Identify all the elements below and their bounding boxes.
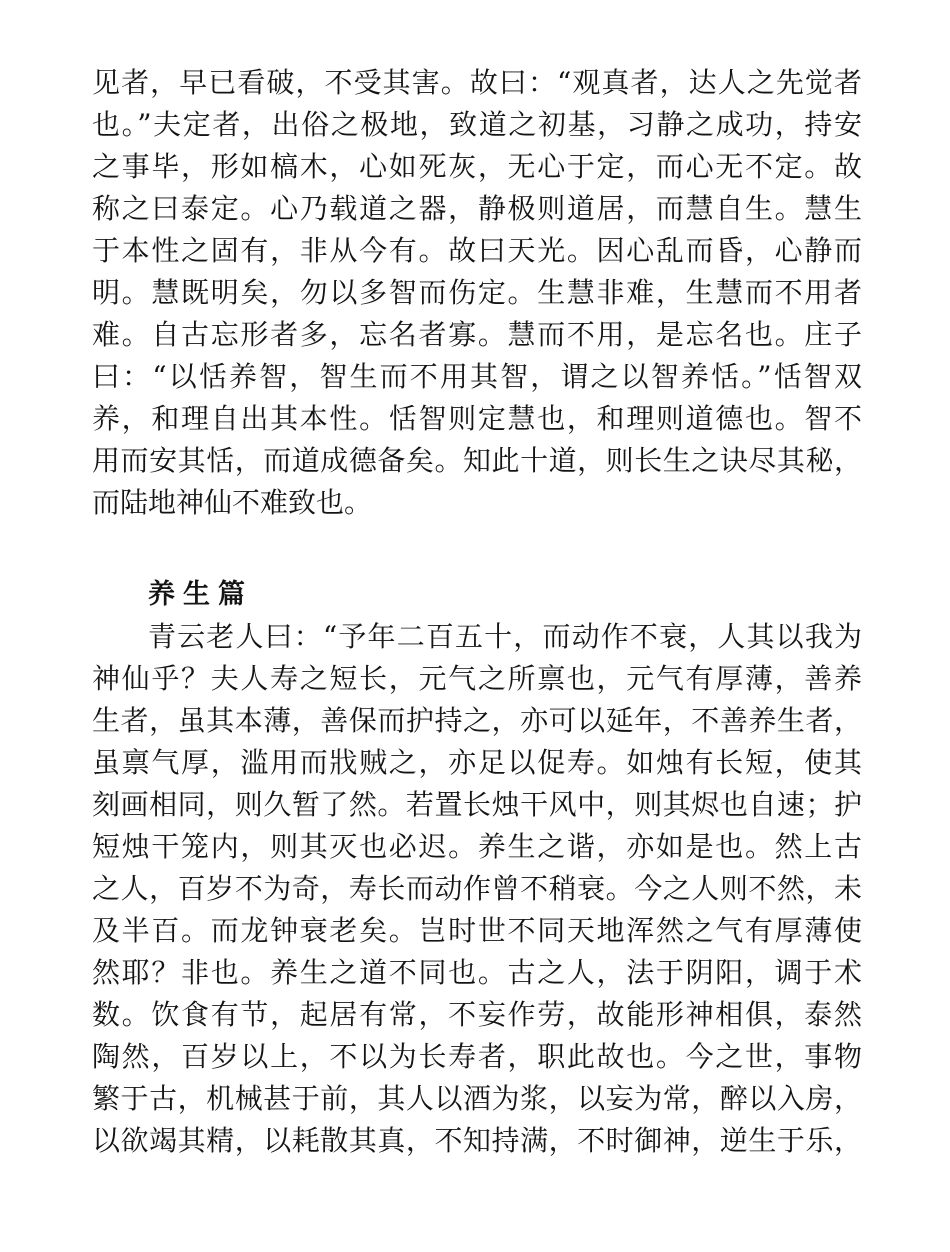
section-yangsheng [92, 574, 862, 1162]
text-line: 虽禀气厚，滥用而戕贼之，亦足以促寿。如烛有长短，使其 [92, 746, 862, 779]
text-line: 短烛干笼内，则其灭也必迟。养生之谐，亦如是也。然上古 [92, 830, 862, 863]
text-line: 用而安其恬，而道成德备矣。知此十道，则长生之诀尽其秘， [92, 444, 862, 477]
text-line: 生者，虽其本薄，善保而护持之，亦可以延年，不善养生者， [92, 704, 862, 737]
text-line: 之事毕，形如槁木，心如死灰，无心于定，而心无不定。故 [92, 150, 862, 183]
text-line: 见者，早已看破，不受其害。故曰：“观真者，达人之先觉者 [92, 66, 862, 99]
section-continuation [92, 62, 862, 524]
text-line: 青云老人曰：“予年二百五十，而动作不衰，人其以我为 [148, 620, 862, 653]
text-line: 养，和理自出其本性。恬智则定慧也，和理则道德也。智不 [92, 402, 862, 435]
text-line: 难。自古忘形者多，忘名者寡。慧而不用，是忘名也。庄子 [92, 318, 862, 351]
text-line: 神仙乎？夫人寿之短长，元气之所禀也，元气有厚薄，善养 [92, 662, 862, 695]
document-page [92, 62, 862, 1162]
text-line: 之人，百岁不为奇，寿长而动作曾不稍衰。今之人则不然，未 [92, 872, 862, 905]
text-line: 明。慧既明矣，勿以多智而伤定。生慧非难，生慧而不用者 [92, 276, 862, 309]
text-line: 曰：“以恬养智，智生而不用其智，谓之以智养恬。”恬智双 [92, 360, 862, 393]
text-line: 然耶？非也。养生之道不同也。古之人，法于阴阳，调于术 [92, 956, 862, 989]
text-line: 也。”夫定者，出俗之极地，致道之初基，习静之成功，持安 [92, 108, 862, 141]
text-line: 刻画相同，则久暂了然。若置长烛干风中，则其烬也自速；护 [92, 788, 862, 821]
section-spacer [92, 524, 862, 574]
text-line: 及半百。而龙钟衰老矣。岂时世不同天地浑然之气有厚薄使 [92, 914, 862, 947]
text-line: 陶然，百岁以上，不以为长寿者，职此故也。今之世，事物 [92, 1040, 862, 1073]
text-line: 以欲竭其精，以耗散其真，不知持满，不时御神，逆生于乐， [92, 1124, 862, 1157]
section-heading: 养生篇 [148, 579, 253, 610]
text-line: 而陆地神仙不难致也。 [92, 486, 373, 519]
text-line: 于本性之固有，非从今有。故曰天光。因心乱而昏，心静而 [92, 234, 862, 267]
text-line: 称之曰泰定。心乃载道之器，静极则道居，而慧自生。慧生 [92, 192, 862, 225]
text-line: 繁于古，机械甚于前，其人以酒为浆，以妄为常，醉以入房， [92, 1082, 862, 1115]
text-line: 数。饮食有节，起居有常，不妄作劳，故能形神相俱，泰然 [92, 998, 862, 1031]
